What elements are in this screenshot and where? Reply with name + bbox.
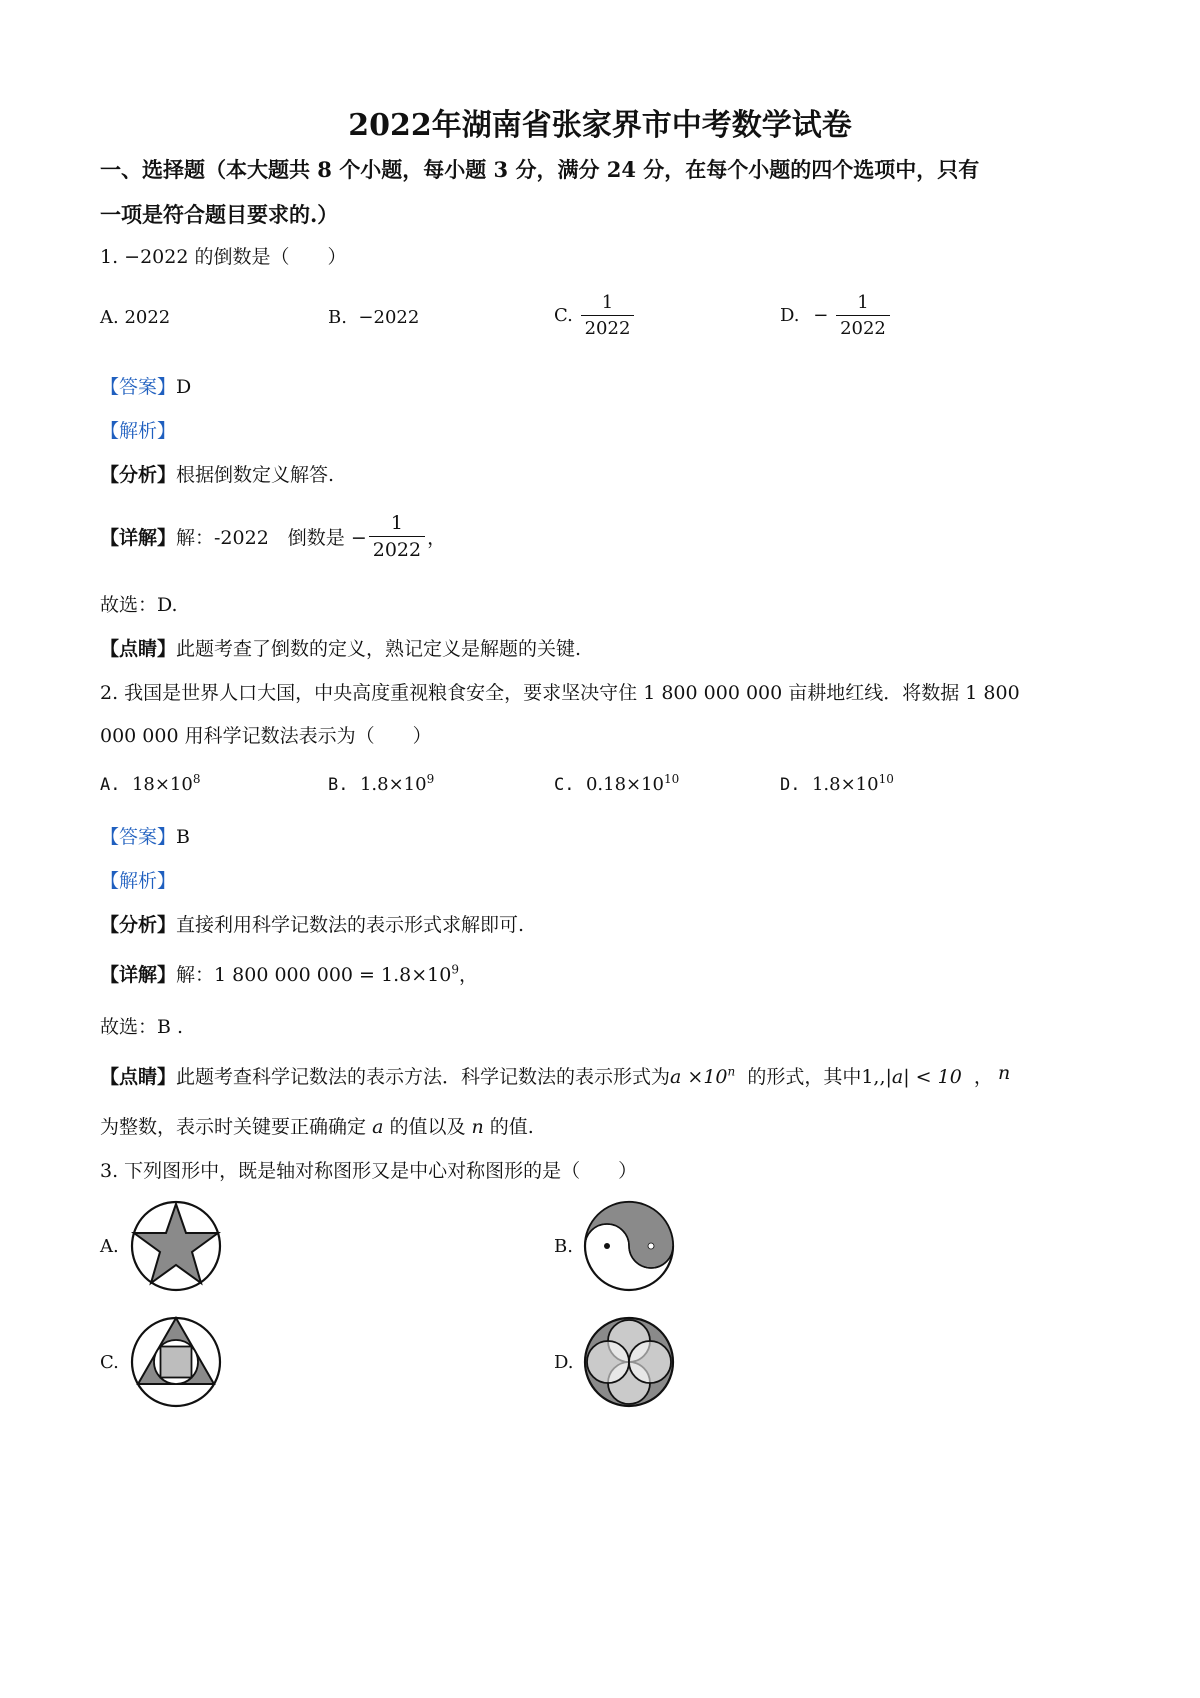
q1-answer: 【答案】D	[100, 376, 192, 398]
q2-answer: 【答案】B	[100, 826, 190, 848]
yin-yang-icon	[583, 1200, 675, 1292]
q2-guxuan: 故选：B .	[100, 1016, 184, 1038]
q3-option-d-label: D.	[554, 1352, 574, 1373]
q1-jiexi-tag: 【解析】	[100, 420, 177, 442]
q2-option-b: B. $1.8\times 10^9$	[328, 772, 435, 795]
q1-option-c-fraction: $\frac{1}{2022}$	[581, 292, 635, 339]
q3-option-a-label: A.	[100, 1236, 119, 1257]
q2-dianjing-var-n: n	[998, 1062, 1011, 1084]
q1-xiangjie-fraction: $\frac{1}{2022}$	[369, 512, 425, 561]
q1-option-a: A. 2022	[100, 307, 171, 328]
q2-stem-line1: 2. 我国是世界人口大国，中央高度重视粮食安全，要求坚决守住 1 800 000 000 亩耕地红线．将数据 1 800	[100, 682, 1020, 704]
q3-option-c-label: C.	[100, 1352, 119, 1373]
q2-jiexi-tag: 【解析】	[100, 870, 177, 892]
q2-stem-line2: 000 000 用科学记数法表示为（ ）	[100, 725, 432, 747]
q1-xiangjie: 【详解】解：-2022 倒数是 − $\frac{1}{2022}$ ，	[100, 512, 447, 561]
page-title: 2022年湖南省张家界市中考数学试卷	[348, 108, 852, 143]
q2-dianjing-line2: 为整数，表示时关键要正确确定 a 的值以及 n 的值.	[100, 1116, 534, 1138]
q1-option-d: D. − $\frac{1}{2022}$	[780, 292, 892, 339]
q2-xiangjie: 【详解】解：1 800 000 $000 = 1.8\times 10^9$，	[100, 962, 478, 986]
q1-stem: 1. −2022 的倒数是（ ）	[100, 246, 347, 268]
star-in-circle-icon	[130, 1200, 222, 1292]
section-heading-line1: 一、选择题（本大题共 8 个小题，每小题 3 分，满分 24 分，在每个小题的四个选项中，只有	[100, 157, 980, 182]
q3-option-b-label: B.	[554, 1236, 573, 1257]
q2-option-c: C. $0.18\times 10^{10}$	[554, 772, 680, 795]
q2-fenxi: 【分析】直接利用科学记数法的表示形式求解即可.	[100, 914, 525, 936]
q1-option-b: B. −2022	[328, 307, 420, 328]
q3-stem: 3. 下列图形中，既是轴对称图形又是中心对称图形的是（ ）	[100, 1160, 638, 1182]
four-petal-circles-icon	[583, 1316, 675, 1408]
triangle-square-in-circle-icon	[130, 1316, 222, 1408]
q2-option-d: D. $1.8\times 10^{10}$	[780, 772, 894, 795]
section-heading-line2: 一项是符合题目要求的.）	[100, 202, 339, 227]
q1-option-d-fraction: $\frac{1}{2022}$	[836, 292, 890, 339]
q2-option-a: A. $18\times 10^8$	[100, 772, 201, 795]
q1-option-c: C. $\frac{1}{2022}$	[554, 292, 636, 339]
q2-dianjing-line1: 【点睛】此题考查科学记数法的表示方法．科学记数法的表示形式为$a \times 10^n$ 的形式，其中1,,|a| < 10 ，	[100, 1064, 993, 1088]
q1-guxuan: 故选：D.	[100, 594, 178, 616]
q1-dianjing: 【点睛】此题考查了倒数的定义，熟记定义是解题的关键.	[100, 638, 582, 660]
q1-fenxi: 【分析】根据倒数定义解答.	[100, 464, 335, 486]
